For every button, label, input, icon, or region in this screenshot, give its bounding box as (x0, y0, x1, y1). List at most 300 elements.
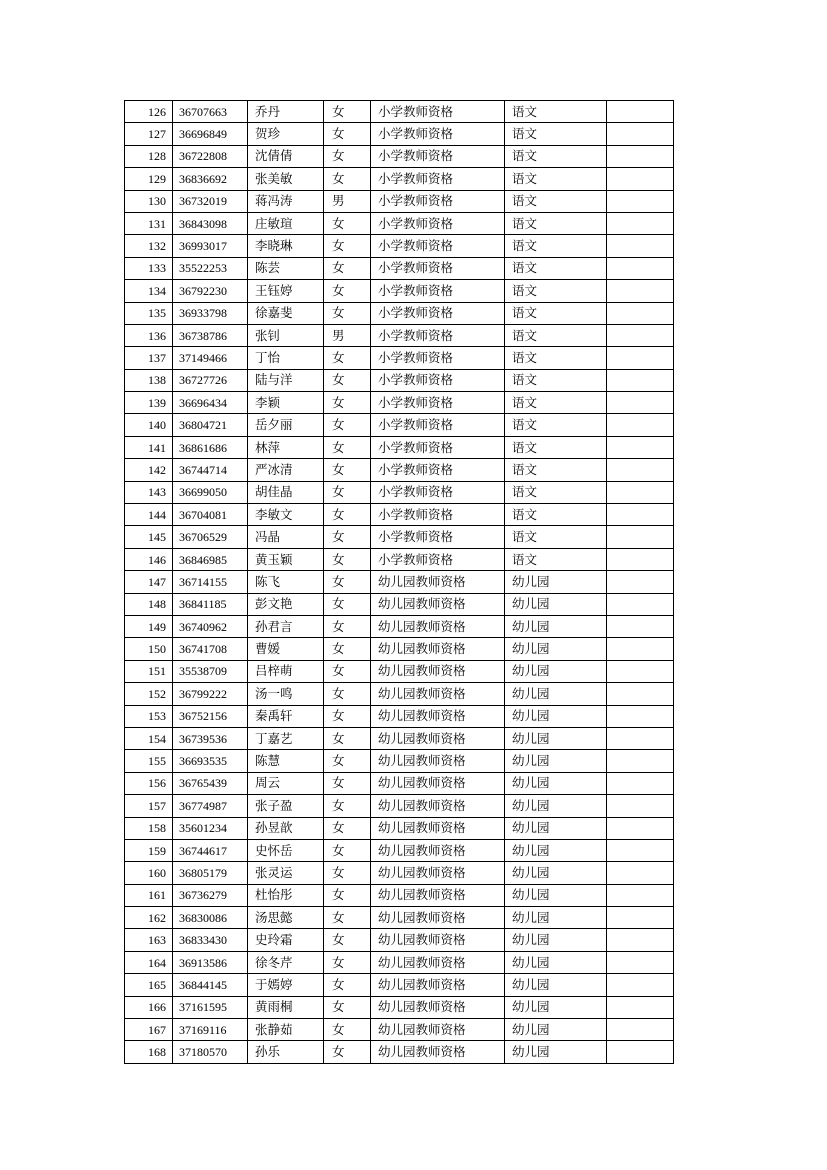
table-row (125, 145, 674, 167)
candidate-name-cell: 陆与洋 (248, 369, 324, 391)
candidate-id-cell: 35538709 (173, 660, 248, 682)
candidate-id-cell: 36744714 (173, 459, 248, 481)
candidate-id-cell: 37180570 (173, 1041, 248, 1063)
candidate-id-cell: 36805179 (173, 862, 248, 884)
qualification-cell: 小学教师资格 (371, 302, 505, 324)
qualification-cell: 幼儿园教师资格 (371, 727, 505, 749)
table-row (125, 302, 674, 324)
candidate-name-cell: 林萍 (248, 436, 324, 458)
table-row (125, 459, 674, 481)
candidate-id-cell: 36804721 (173, 414, 248, 436)
gender-cell: 女 (324, 615, 371, 637)
table-row (125, 660, 674, 682)
gender-cell: 女 (324, 347, 371, 369)
candidate-name-cell: 庄敏瑄 (248, 212, 324, 234)
subject-cell: 幼儿园 (505, 817, 607, 839)
note-cell (607, 929, 674, 951)
subject-cell: 幼儿园 (505, 795, 607, 817)
candidate-id-cell: 36993017 (173, 235, 248, 257)
gender-cell: 女 (324, 683, 371, 705)
candidate-id-cell: 36833430 (173, 929, 248, 951)
subject-cell: 幼儿园 (505, 996, 607, 1018)
row-number-cell: 137 (125, 347, 173, 369)
candidate-name-cell: 蒋冯涛 (248, 190, 324, 212)
gender-cell: 女 (324, 571, 371, 593)
subject-cell: 幼儿园 (505, 1041, 607, 1063)
candidate-name-cell: 陈慧 (248, 750, 324, 772)
table-row (125, 683, 674, 705)
table-row (125, 101, 674, 123)
gender-cell: 女 (324, 481, 371, 503)
note-cell (607, 727, 674, 749)
table-row (125, 212, 674, 234)
note-cell (607, 884, 674, 906)
row-number-cell: 164 (125, 951, 173, 973)
gender-cell: 女 (324, 996, 371, 1018)
row-number-cell: 150 (125, 638, 173, 660)
candidate-id-cell: 36843098 (173, 212, 248, 234)
candidate-id-cell: 37149466 (173, 347, 248, 369)
note-cell (607, 481, 674, 503)
row-number-cell: 159 (125, 839, 173, 861)
qualification-cell: 小学教师资格 (371, 257, 505, 279)
subject-cell: 幼儿园 (505, 1019, 607, 1041)
subject-cell: 语文 (505, 481, 607, 503)
candidate-name-cell: 陈飞 (248, 571, 324, 593)
subject-cell: 幼儿园 (505, 571, 607, 593)
row-number-cell: 134 (125, 280, 173, 302)
subject-cell: 语文 (505, 369, 607, 391)
row-number-cell: 153 (125, 705, 173, 727)
subject-cell: 语文 (505, 212, 607, 234)
table-row (125, 750, 674, 772)
qualification-cell: 小学教师资格 (371, 548, 505, 570)
candidate-id-cell: 36732019 (173, 190, 248, 212)
note-cell (607, 660, 674, 682)
gender-cell: 女 (324, 280, 371, 302)
note-cell (607, 974, 674, 996)
table-row (125, 280, 674, 302)
candidate-name-cell: 周云 (248, 772, 324, 794)
subject-cell: 语文 (505, 436, 607, 458)
candidate-name-cell: 贺珍 (248, 123, 324, 145)
candidate-id-cell: 36699050 (173, 481, 248, 503)
table-row (125, 190, 674, 212)
gender-cell: 女 (324, 638, 371, 660)
subject-cell: 语文 (505, 392, 607, 414)
roster-body (125, 101, 674, 1064)
gender-cell: 女 (324, 1019, 371, 1041)
qualification-cell: 幼儿园教师资格 (371, 772, 505, 794)
table-row (125, 996, 674, 1018)
candidate-id-cell: 36765439 (173, 772, 248, 794)
row-number-cell: 162 (125, 907, 173, 929)
candidate-name-cell: 孙君言 (248, 615, 324, 637)
note-cell (607, 683, 674, 705)
gender-cell: 女 (324, 660, 371, 682)
table-row (125, 548, 674, 570)
qualification-cell: 幼儿园教师资格 (371, 795, 505, 817)
row-number-cell: 145 (125, 526, 173, 548)
candidate-name-cell: 冯晶 (248, 526, 324, 548)
note-cell (607, 862, 674, 884)
subject-cell: 幼儿园 (505, 839, 607, 861)
table-row (125, 571, 674, 593)
candidate-name-cell: 孙乐 (248, 1041, 324, 1063)
note-cell (607, 324, 674, 346)
row-number-cell: 146 (125, 548, 173, 570)
row-number-cell: 147 (125, 571, 173, 593)
gender-cell: 男 (324, 324, 371, 346)
candidate-id-cell: 36933798 (173, 302, 248, 324)
qualification-cell: 幼儿园教师资格 (371, 862, 505, 884)
row-number-cell: 133 (125, 257, 173, 279)
qualification-cell: 小学教师资格 (371, 504, 505, 526)
qualification-cell: 小学教师资格 (371, 280, 505, 302)
qualification-cell: 幼儿园教师资格 (371, 817, 505, 839)
candidate-name-cell: 岳夕丽 (248, 414, 324, 436)
qualification-cell: 幼儿园教师资格 (371, 907, 505, 929)
candidate-id-cell: 36861686 (173, 436, 248, 458)
note-cell (607, 526, 674, 548)
candidate-id-cell: 36913586 (173, 951, 248, 973)
candidate-name-cell: 秦禹轩 (248, 705, 324, 727)
candidate-name-cell: 张美敏 (248, 168, 324, 190)
subject-cell: 语文 (505, 414, 607, 436)
candidate-id-cell: 36704081 (173, 504, 248, 526)
subject-cell: 语文 (505, 324, 607, 346)
subject-cell: 语文 (505, 190, 607, 212)
gender-cell: 女 (324, 459, 371, 481)
gender-cell: 女 (324, 750, 371, 772)
row-number-cell: 161 (125, 884, 173, 906)
gender-cell: 女 (324, 302, 371, 324)
qualification-cell: 幼儿园教师资格 (371, 705, 505, 727)
table-row (125, 369, 674, 391)
candidate-name-cell: 吕梓萌 (248, 660, 324, 682)
table-row (125, 526, 674, 548)
subject-cell: 幼儿园 (505, 929, 607, 951)
note-cell (607, 1019, 674, 1041)
table-row (125, 593, 674, 615)
subject-cell: 语文 (505, 101, 607, 123)
qualification-cell: 小学教师资格 (371, 324, 505, 346)
note-cell (607, 302, 674, 324)
note-cell (607, 347, 674, 369)
note-cell (607, 101, 674, 123)
row-number-cell: 155 (125, 750, 173, 772)
table-row (125, 839, 674, 861)
table-row (125, 817, 674, 839)
gender-cell: 女 (324, 145, 371, 167)
row-number-cell: 142 (125, 459, 173, 481)
candidate-name-cell: 张钊 (248, 324, 324, 346)
qualification-cell: 幼儿园教师资格 (371, 750, 505, 772)
gender-cell: 女 (324, 907, 371, 929)
gender-cell: 女 (324, 392, 371, 414)
note-cell (607, 504, 674, 526)
candidate-id-cell: 36741708 (173, 638, 248, 660)
qualification-cell: 小学教师资格 (371, 123, 505, 145)
candidate-id-cell: 36706529 (173, 526, 248, 548)
table-row (125, 324, 674, 346)
candidate-name-cell: 于嫣婷 (248, 974, 324, 996)
qualification-cell: 幼儿园教师资格 (371, 593, 505, 615)
note-cell (607, 459, 674, 481)
qualification-cell: 幼儿园教师资格 (371, 884, 505, 906)
qualification-cell: 幼儿园教师资格 (371, 951, 505, 973)
candidate-id-cell: 36792230 (173, 280, 248, 302)
subject-cell: 幼儿园 (505, 750, 607, 772)
note-cell (607, 750, 674, 772)
qualification-cell: 小学教师资格 (371, 235, 505, 257)
gender-cell: 女 (324, 504, 371, 526)
subject-cell: 语文 (505, 459, 607, 481)
candidate-name-cell: 黄玉颖 (248, 548, 324, 570)
candidate-name-cell: 张子盈 (248, 795, 324, 817)
gender-cell: 女 (324, 727, 371, 749)
qualification-cell: 幼儿园教师资格 (371, 615, 505, 637)
row-number-cell: 152 (125, 683, 173, 705)
subject-cell: 幼儿园 (505, 974, 607, 996)
note-cell (607, 705, 674, 727)
candidate-id-cell: 36752156 (173, 705, 248, 727)
row-number-cell: 141 (125, 436, 173, 458)
row-number-cell: 126 (125, 101, 173, 123)
candidate-name-cell: 张灵运 (248, 862, 324, 884)
note-cell (607, 392, 674, 414)
candidate-id-cell: 35601234 (173, 817, 248, 839)
candidate-id-cell: 36722808 (173, 145, 248, 167)
gender-cell: 女 (324, 235, 371, 257)
candidate-id-cell: 36738786 (173, 324, 248, 346)
row-number-cell: 157 (125, 795, 173, 817)
row-number-cell: 139 (125, 392, 173, 414)
candidate-name-cell: 乔丹 (248, 101, 324, 123)
row-number-cell: 154 (125, 727, 173, 749)
note-cell (607, 548, 674, 570)
table-row (125, 772, 674, 794)
candidate-id-cell: 36844145 (173, 974, 248, 996)
table-row (125, 436, 674, 458)
qualification-cell: 小学教师资格 (371, 436, 505, 458)
subject-cell: 幼儿园 (505, 660, 607, 682)
candidate-name-cell: 徐嘉斐 (248, 302, 324, 324)
subject-cell: 幼儿园 (505, 951, 607, 973)
table-row (125, 392, 674, 414)
note-cell (607, 168, 674, 190)
candidate-name-cell: 王钰婷 (248, 280, 324, 302)
note-cell (607, 123, 674, 145)
qualification-cell: 小学教师资格 (371, 145, 505, 167)
candidate-id-cell: 36836692 (173, 168, 248, 190)
gender-cell: 女 (324, 705, 371, 727)
table-row (125, 884, 674, 906)
candidate-id-cell: 36841185 (173, 593, 248, 615)
candidate-id-cell: 35522253 (173, 257, 248, 279)
qualification-cell: 小学教师资格 (371, 481, 505, 503)
candidate-id-cell: 36693535 (173, 750, 248, 772)
subject-cell: 语文 (505, 302, 607, 324)
table-row (125, 974, 674, 996)
qualification-cell: 小学教师资格 (371, 190, 505, 212)
row-number-cell: 135 (125, 302, 173, 324)
table-row (125, 951, 674, 973)
row-number-cell: 130 (125, 190, 173, 212)
table-row (125, 168, 674, 190)
subject-cell: 语文 (505, 280, 607, 302)
gender-cell: 女 (324, 168, 371, 190)
note-cell (607, 571, 674, 593)
qualification-cell: 小学教师资格 (371, 414, 505, 436)
subject-cell: 语文 (505, 504, 607, 526)
qualification-cell: 幼儿园教师资格 (371, 929, 505, 951)
subject-cell: 幼儿园 (505, 615, 607, 637)
candidate-id-cell: 36846985 (173, 548, 248, 570)
qualification-cell: 幼儿园教师资格 (371, 996, 505, 1018)
table-row (125, 257, 674, 279)
note-cell (607, 280, 674, 302)
table-row (125, 862, 674, 884)
row-number-cell: 129 (125, 168, 173, 190)
table-row (125, 705, 674, 727)
candidate-name-cell: 汤一鸣 (248, 683, 324, 705)
row-number-cell: 143 (125, 481, 173, 503)
gender-cell: 女 (324, 1041, 371, 1063)
qualification-cell: 小学教师资格 (371, 101, 505, 123)
row-number-cell: 144 (125, 504, 173, 526)
gender-cell: 女 (324, 951, 371, 973)
table-row (125, 727, 674, 749)
gender-cell: 女 (324, 212, 371, 234)
qualification-cell: 小学教师资格 (371, 526, 505, 548)
gender-cell: 女 (324, 436, 371, 458)
note-cell (607, 436, 674, 458)
candidate-id-cell: 36707663 (173, 101, 248, 123)
table-row (125, 795, 674, 817)
row-number-cell: 160 (125, 862, 173, 884)
subject-cell: 幼儿园 (505, 683, 607, 705)
subject-cell: 语文 (505, 347, 607, 369)
gender-cell: 男 (324, 190, 371, 212)
candidate-name-cell: 陈芸 (248, 257, 324, 279)
gender-cell: 女 (324, 414, 371, 436)
candidate-id-cell: 36736279 (173, 884, 248, 906)
subject-cell: 幼儿园 (505, 907, 607, 929)
gender-cell: 女 (324, 974, 371, 996)
qualification-cell: 小学教师资格 (371, 347, 505, 369)
note-cell (607, 235, 674, 257)
subject-cell: 幼儿园 (505, 727, 607, 749)
candidate-name-cell: 史玲霜 (248, 929, 324, 951)
note-cell (607, 951, 674, 973)
note-cell (607, 145, 674, 167)
candidate-id-cell: 37169116 (173, 1019, 248, 1041)
candidate-name-cell: 李颖 (248, 392, 324, 414)
candidate-id-cell: 37161595 (173, 996, 248, 1018)
subject-cell: 语文 (505, 235, 607, 257)
row-number-cell: 131 (125, 212, 173, 234)
subject-cell: 幼儿园 (505, 772, 607, 794)
qualification-cell: 幼儿园教师资格 (371, 1019, 505, 1041)
table-row (125, 907, 674, 929)
gender-cell: 女 (324, 593, 371, 615)
qualification-cell: 幼儿园教师资格 (371, 660, 505, 682)
gender-cell: 女 (324, 369, 371, 391)
candidate-id-cell: 36799222 (173, 683, 248, 705)
gender-cell: 女 (324, 101, 371, 123)
candidate-name-cell: 张静茹 (248, 1019, 324, 1041)
table-row (125, 235, 674, 257)
gender-cell: 女 (324, 862, 371, 884)
candidate-name-cell: 李晓琳 (248, 235, 324, 257)
candidate-id-cell: 36696849 (173, 123, 248, 145)
row-number-cell: 127 (125, 123, 173, 145)
subject-cell: 语文 (505, 145, 607, 167)
row-number-cell: 128 (125, 145, 173, 167)
candidate-id-cell: 36740962 (173, 615, 248, 637)
candidate-name-cell: 沈倩倩 (248, 145, 324, 167)
note-cell (607, 593, 674, 615)
table-row (125, 1019, 674, 1041)
gender-cell: 女 (324, 839, 371, 861)
candidate-name-cell: 史怀岳 (248, 839, 324, 861)
table-row (125, 638, 674, 660)
candidate-id-cell: 36739536 (173, 727, 248, 749)
subject-cell: 幼儿园 (505, 884, 607, 906)
note-cell (607, 257, 674, 279)
gender-cell: 女 (324, 795, 371, 817)
row-number-cell: 149 (125, 615, 173, 637)
subject-cell: 幼儿园 (505, 862, 607, 884)
qualification-cell: 幼儿园教师资格 (371, 571, 505, 593)
subject-cell: 语文 (505, 123, 607, 145)
candidate-name-cell: 李敏文 (248, 504, 324, 526)
candidate-name-cell: 丁怡 (248, 347, 324, 369)
candidate-name-cell: 彭文艳 (248, 593, 324, 615)
subject-cell: 幼儿园 (505, 638, 607, 660)
row-number-cell: 138 (125, 369, 173, 391)
candidate-name-cell: 丁嘉艺 (248, 727, 324, 749)
row-number-cell: 148 (125, 593, 173, 615)
gender-cell: 女 (324, 123, 371, 145)
qualification-cell: 幼儿园教师资格 (371, 839, 505, 861)
subject-cell: 语文 (505, 548, 607, 570)
note-cell (607, 772, 674, 794)
gender-cell: 女 (324, 548, 371, 570)
gender-cell: 女 (324, 817, 371, 839)
note-cell (607, 414, 674, 436)
row-number-cell: 158 (125, 817, 173, 839)
row-number-cell: 136 (125, 324, 173, 346)
qualification-cell: 幼儿园教师资格 (371, 1041, 505, 1063)
table-row (125, 504, 674, 526)
table-row (125, 123, 674, 145)
table-row (125, 615, 674, 637)
gender-cell: 女 (324, 929, 371, 951)
candidate-id-cell: 36774987 (173, 795, 248, 817)
qualification-cell: 小学教师资格 (371, 392, 505, 414)
candidate-id-cell: 36830086 (173, 907, 248, 929)
gender-cell: 女 (324, 257, 371, 279)
row-number-cell: 168 (125, 1041, 173, 1063)
note-cell (607, 1041, 674, 1063)
candidate-name-cell: 杜怡彤 (248, 884, 324, 906)
subject-cell: 幼儿园 (505, 593, 607, 615)
subject-cell: 语文 (505, 526, 607, 548)
candidate-name-cell: 黄雨桐 (248, 996, 324, 1018)
candidate-id-cell: 36727726 (173, 369, 248, 391)
